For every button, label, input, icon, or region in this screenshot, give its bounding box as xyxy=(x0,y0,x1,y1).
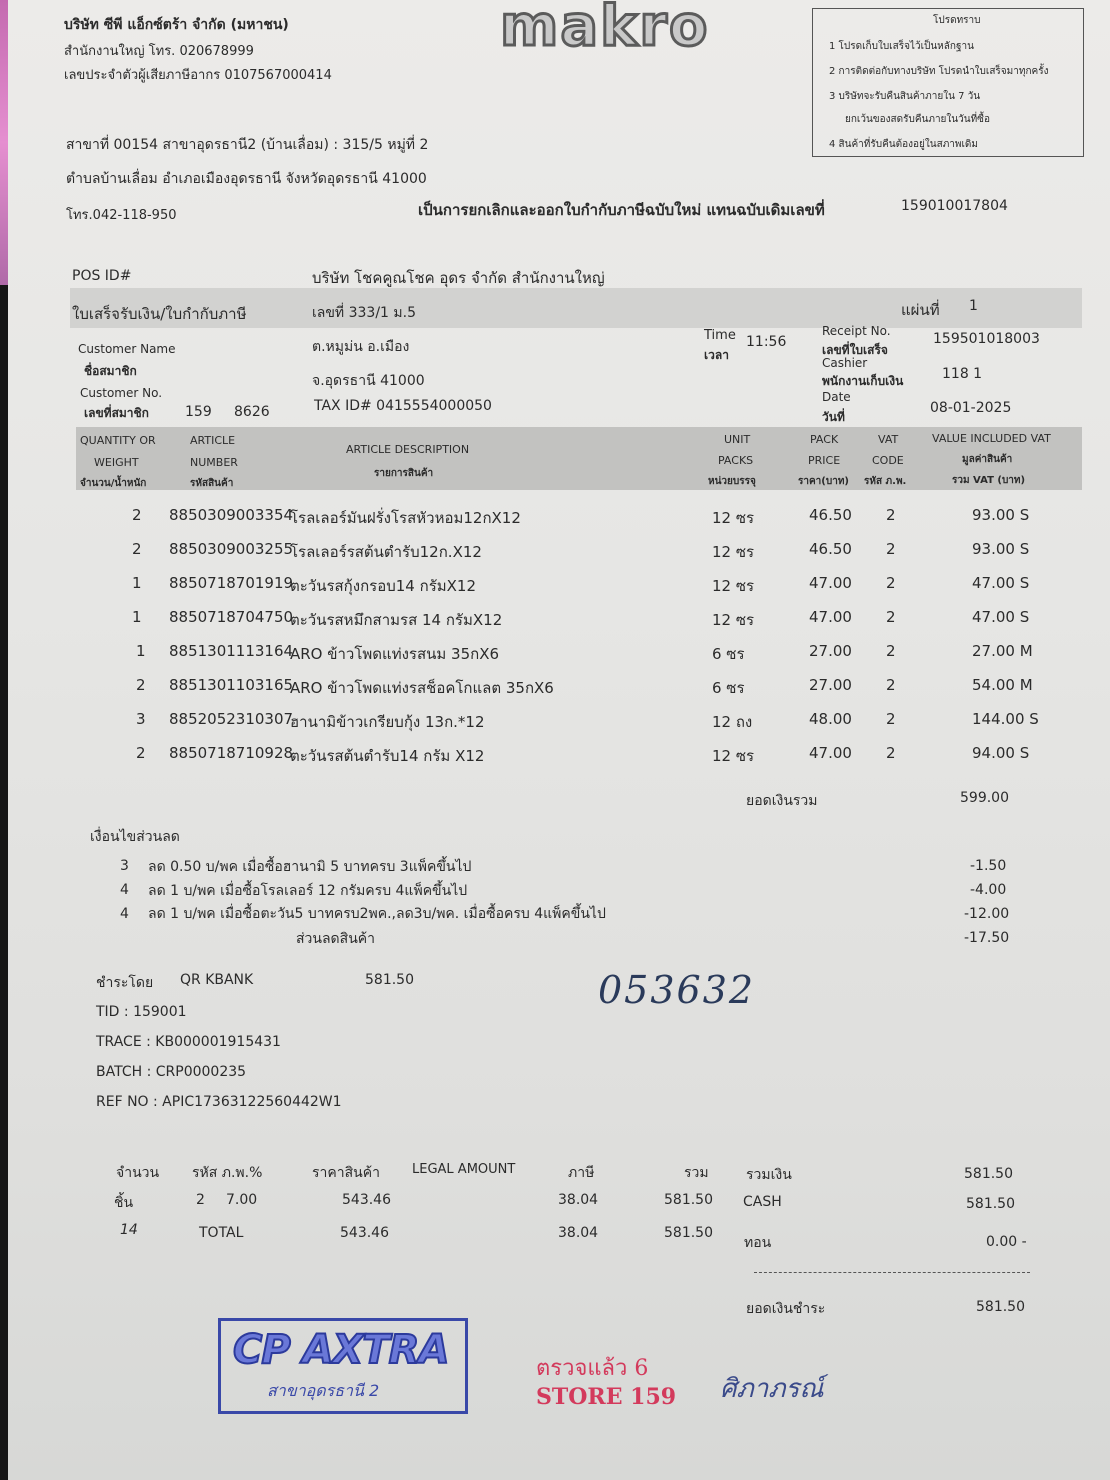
sheet-label: แผ่นที่ xyxy=(901,301,940,319)
summary-tax: 38.04 xyxy=(558,1192,599,1208)
notice-title: โปรดทราบ xyxy=(933,15,981,26)
table-row xyxy=(8,574,1110,604)
table-row xyxy=(8,710,1110,740)
company-name: บริษัท ซีพี แอ็กซ์ตร้า จำกัด (มหาชน) xyxy=(64,17,289,33)
signature: ศิภาภรณ์ xyxy=(720,1374,824,1404)
branch-phone: โทร.042-118-950 xyxy=(66,208,177,223)
item-article-number: 8850309003255 xyxy=(169,540,294,558)
summary-price: 543.46 xyxy=(342,1192,391,1208)
item-unit-packs: 12 ซร xyxy=(712,611,755,629)
item-description: ฮานามิข้าวเกรียบกุ้ง 13ก.*12 xyxy=(290,713,485,731)
item-qty: 1 xyxy=(132,608,142,626)
item-value: 54.00 M xyxy=(972,676,1033,694)
paid-label: ยอดเงินชำระ xyxy=(746,1301,826,1317)
date-label-th: วันที่ xyxy=(822,410,845,424)
customer-address-3: จ.อุดรธานี 41000 xyxy=(312,373,425,389)
check-stamp-line1: ตรวจแล้ว 6 xyxy=(536,1356,649,1381)
item-vat-code: 2 xyxy=(886,642,896,660)
date-label-en: Date xyxy=(822,390,851,404)
item-pack-price: 27.00 xyxy=(809,676,852,694)
payment-method: QR KBANK xyxy=(180,972,254,988)
item-article-number: 8850718704750 xyxy=(169,608,294,626)
item-value: 93.00 S xyxy=(972,540,1030,558)
item-description: โรลเลอร์มันฝรั่งโรสหัวหอม12กX12 xyxy=(290,509,521,527)
customer-no-part1: 159 xyxy=(185,404,212,420)
paid-value: 581.50 xyxy=(976,1299,1025,1315)
payment-ref: REF NO : APIC17363122560442W1 xyxy=(96,1094,342,1110)
company-hq: สำนักงานใหญ่ โทร. 020678999 xyxy=(64,44,254,59)
summary-h-legal: LEGAL AMOUNT xyxy=(412,1162,516,1177)
table-row xyxy=(8,540,1110,570)
summary-h-sum-value: 581.50 xyxy=(964,1166,1013,1182)
item-vat-code: 2 xyxy=(886,608,896,626)
time-label-th: เวลา xyxy=(704,348,729,362)
summary-total: 581.50 xyxy=(664,1192,713,1208)
discount-amount: -1.50 xyxy=(970,858,1007,874)
item-unit-packs: 12 ซร xyxy=(712,509,755,527)
stamp-branch: สาขาอุดรธานี 2 xyxy=(267,1381,380,1400)
date-value: 08-01-2025 xyxy=(930,400,1012,416)
item-value: 94.00 S xyxy=(972,744,1030,762)
replacement-note: เป็นการยกเลิกและออกใบกำกับภาษีฉบับใหม่ แทนฉบับเดิมเลขที่ xyxy=(418,201,825,219)
item-article-number: 8850309003354 xyxy=(169,506,294,524)
col-value-1: VALUE INCLUDED VAT xyxy=(932,432,1051,445)
customer-address-2: ต.หมูม่น อ.เมือง xyxy=(312,339,410,355)
item-pack-price: 27.00 xyxy=(809,642,852,660)
payment-trace: TRACE : KB000001915431 xyxy=(96,1034,281,1050)
summary-unit: ชิ้น xyxy=(114,1195,134,1211)
item-article-number: 8851301103165 xyxy=(169,676,294,694)
customer-address-1: เลขที่ 333/1 ม.5 xyxy=(312,305,416,321)
discount-text: ลด 1 บ/พค เมื่อซื้อโรลเลอร์ 12 กรัมครบ 4แพ็คขึ้นไป xyxy=(148,883,468,899)
item-unit-packs: 12 ซร xyxy=(712,577,755,595)
col-article-2: NUMBER xyxy=(190,456,238,469)
receipt-paper xyxy=(8,0,1110,1480)
item-qty: 2 xyxy=(136,744,146,762)
item-pack-price: 48.00 xyxy=(809,710,852,728)
summary-h-qty: จำนวน xyxy=(116,1165,160,1181)
col-qty-3: จำนวน/น้ำหนัก xyxy=(80,478,147,489)
time-value: 11:56 xyxy=(746,334,787,350)
notice-line: 2 การติดต่อกับทางบริษัท โปรดนำใบเสร็จมาทุกครั้ง xyxy=(829,66,1049,77)
summary-total-label: TOTAL xyxy=(199,1225,244,1241)
item-description: ARO ข้าวโพดแท่งรสช็อคโกแลต 35กX6 xyxy=(290,679,554,697)
col-pack-1: PACK xyxy=(810,433,839,446)
col-pack-3: ราคา(บาท) xyxy=(798,476,849,487)
summary-h-vatcode: รหัส ภ.พ.% xyxy=(192,1165,263,1181)
col-vat-3: รหัส ภ.พ. xyxy=(864,476,907,487)
discount-index: 3 xyxy=(120,858,129,874)
cashier-label-en: Cashier xyxy=(822,356,868,370)
change-label: ทอน xyxy=(744,1235,772,1251)
payment-amount: 581.50 xyxy=(365,972,414,988)
item-description: ตะวันรสหมึกสามรส 14 กรัมX12 xyxy=(290,611,503,629)
summary-h-tax: ภาษี xyxy=(568,1165,595,1181)
item-qty: 3 xyxy=(136,710,146,728)
subtotal-label: ยอดเงินรวม xyxy=(746,793,818,809)
item-value: 144.00 S xyxy=(972,710,1039,728)
discount-total: -17.50 xyxy=(964,930,1010,946)
subtotal-value: 599.00 xyxy=(960,790,1009,806)
summary-total-tax: 38.04 xyxy=(558,1225,599,1241)
item-article-number: 8850718701919 xyxy=(169,574,294,592)
customer-name-label-th: ชื่อสมาชิก xyxy=(84,364,137,378)
branch-address-1: สาขาที่ 00154 สาขาอุดรธานี2 (บ้านเลื่อม) : 315/5 หมู่ที่ 2 xyxy=(66,137,429,153)
col-vat-2: CODE xyxy=(872,454,904,467)
branch-address-2: ตำบลบ้านเลื่อม อำเภอเมืองอุดรธานี จังหวัดอุดรธานี 41000 xyxy=(66,171,427,187)
item-description: ARO ข้าวโพดแท่งรสนม 35กX6 xyxy=(290,645,500,663)
item-vat-code: 2 xyxy=(886,676,896,694)
divider xyxy=(754,1272,1030,1273)
summary-total-amount: 581.50 xyxy=(664,1225,713,1241)
item-value: 47.00 S xyxy=(972,574,1030,592)
summary-total-price: 543.46 xyxy=(340,1225,389,1241)
summary-h-price: ราคาสินค้า xyxy=(312,1165,380,1181)
item-vat-code: 2 xyxy=(886,574,896,592)
col-value-2: มูลค่าสินค้า xyxy=(962,454,1013,465)
discount-amount: -12.00 xyxy=(964,906,1010,922)
col-article-1: ARTICLE xyxy=(190,434,236,447)
customer-no-label-en: Customer No. xyxy=(80,386,163,400)
item-vat-code: 2 xyxy=(886,744,896,762)
col-pack-2: PRICE xyxy=(808,454,841,467)
time-label-en: Time xyxy=(704,328,736,343)
col-vat-1: VAT xyxy=(878,433,899,446)
discount-total-label: ส่วนลดสินค้า xyxy=(296,931,375,947)
item-description: ตะวันรสต้นตำรับ14 กรัม X12 xyxy=(290,747,485,765)
table-row xyxy=(8,744,1110,774)
col-qty-2: WEIGHT xyxy=(94,456,139,469)
notice-box xyxy=(812,8,1084,157)
table-row xyxy=(8,676,1110,706)
item-article-number: 8850718710928 xyxy=(169,744,294,762)
receipt-number: 159501018003 xyxy=(933,331,1040,347)
customer-no-part2: 8626 xyxy=(234,404,270,420)
col-unit-1: UNIT xyxy=(724,433,751,446)
customer-company: บริษัท โชคคูณโชค อุดร จำกัด สำนักงานใหญ่ xyxy=(312,269,605,287)
item-pack-price: 47.00 xyxy=(809,574,852,592)
receipt-no-label-en: Receipt No. xyxy=(822,324,891,338)
cashier-label-th: พนักงานเก็บเงิน xyxy=(822,374,904,388)
item-vat-code: 2 xyxy=(886,506,896,524)
discount-text: ลด 0.50 บ/พค เมื่อซื้อฮานามิ 5 บาทครบ 3แพ็คขึ้นไป xyxy=(148,859,472,875)
makro-logo: makro xyxy=(500,0,710,59)
summary-h-total: รวม xyxy=(684,1165,709,1181)
cashier-value: 118 1 xyxy=(942,366,983,382)
summary-cash-value: 581.50 xyxy=(966,1196,1015,1212)
change-value: 0.00 - xyxy=(986,1234,1027,1250)
col-qty-1: QUANTITY OR xyxy=(80,434,156,447)
replacement-number: 159010017804 xyxy=(901,198,1008,214)
item-qty: 2 xyxy=(132,506,142,524)
notice-line: 1 โปรดเก็บใบเสร็จไว้เป็นหลักฐาน xyxy=(829,41,974,52)
item-qty: 2 xyxy=(136,676,146,694)
receipt-no-label-th: เลขที่ใบเสร็จ xyxy=(822,343,888,357)
item-description: โรลเลอร์รสต้นตำรับ12ก.X12 xyxy=(290,543,482,561)
summary-vat-pct: 7.00 xyxy=(226,1192,258,1208)
sheet-number: 1 xyxy=(969,298,978,314)
table-row xyxy=(8,642,1110,672)
notice-line: ยกเว้นของสดรับคืนภายในวันที่ซื้อ xyxy=(845,114,990,125)
item-pack-price: 46.50 xyxy=(809,540,852,558)
col-desc-1: ARTICLE DESCRIPTION xyxy=(346,443,470,456)
item-qty: 1 xyxy=(132,574,142,592)
discount-index: 4 xyxy=(120,882,129,898)
item-value: 93.00 S xyxy=(972,506,1030,524)
item-vat-code: 2 xyxy=(886,710,896,728)
stamp-brand: CP AXTRA xyxy=(233,1327,449,1373)
item-qty: 1 xyxy=(136,642,146,660)
item-value: 27.00 M xyxy=(972,642,1033,660)
item-article-number: 8852052310307 xyxy=(169,710,294,728)
notice-line: 3 บริษัทจะรับคืนสินค้าภายใน 7 วัน xyxy=(829,91,981,102)
item-unit-packs: 12 ซร xyxy=(712,747,755,765)
item-unit-packs: 6 ซร xyxy=(712,645,745,663)
item-article-number: 8851301113164 xyxy=(169,642,294,660)
table-row xyxy=(8,506,1110,536)
discount-amount: -4.00 xyxy=(970,882,1007,898)
item-pack-price: 47.00 xyxy=(809,744,852,762)
document-type: ใบเสร็จรับเงิน/ใบกำกับภาษี xyxy=(72,305,247,323)
item-qty: 2 xyxy=(132,540,142,558)
col-desc-2: รายการสินค้า xyxy=(374,468,434,479)
pos-id-label: POS ID# xyxy=(72,268,132,284)
item-pack-price: 46.50 xyxy=(809,506,852,524)
customer-taxid: TAX ID# 0415554000050 xyxy=(314,398,492,414)
item-vat-code: 2 xyxy=(886,540,896,558)
summary-cash-label: CASH xyxy=(743,1194,782,1210)
summary-qty-total: 14 xyxy=(120,1222,138,1238)
payment-by-label: ชำระโดย xyxy=(96,975,154,991)
item-value: 47.00 S xyxy=(972,608,1030,626)
summary-h-sum: รวมเงิน xyxy=(746,1167,792,1183)
customer-name-label-en: Customer Name xyxy=(78,342,176,356)
cp-axtra-stamp xyxy=(218,1318,468,1414)
discount-index: 4 xyxy=(120,906,129,922)
item-unit-packs: 12 ซร xyxy=(712,543,755,561)
summary-vat-code: 2 xyxy=(196,1192,205,1208)
handwritten-number: 053632 xyxy=(598,968,756,1012)
col-article-3: รหัสสินค้า xyxy=(190,478,234,489)
payment-tid: TID : 159001 xyxy=(96,1004,187,1020)
item-unit-packs: 6 ซร xyxy=(712,679,745,697)
customer-no-label-th: เลขที่สมาชิก xyxy=(84,406,149,420)
col-unit-3: หน่วยบรรจุ xyxy=(708,476,756,487)
company-taxid: เลขประจำตัวผู้เสียภาษีอากร 0107567000414 xyxy=(64,68,332,83)
discount-title: เงื่อนไขส่วนลด xyxy=(90,829,180,845)
item-description: ตะวันรสกุ้งกรอบ14 กรัมX12 xyxy=(290,577,477,595)
col-value-3: รวม VAT (บาท) xyxy=(952,475,1026,486)
check-stamp-line2: STORE 159 xyxy=(536,1384,677,1410)
payment-batch: BATCH : CRP0000235 xyxy=(96,1064,247,1080)
item-pack-price: 47.00 xyxy=(809,608,852,626)
discount-text: ลด 1 บ/พค เมื่อซื้อตะวัน5 บาทครบ2พค.,ลด3บ/พค. เมื่อซื้อครบ 4แพ็คขึ้นไป xyxy=(148,906,606,922)
col-unit-2: PACKS xyxy=(718,454,754,467)
notice-line: 4 สินค้าที่รับคืนต้องอยู่ในสภาพเดิม xyxy=(829,139,978,150)
table-row xyxy=(8,608,1110,638)
item-unit-packs: 12 ถง xyxy=(712,713,753,731)
